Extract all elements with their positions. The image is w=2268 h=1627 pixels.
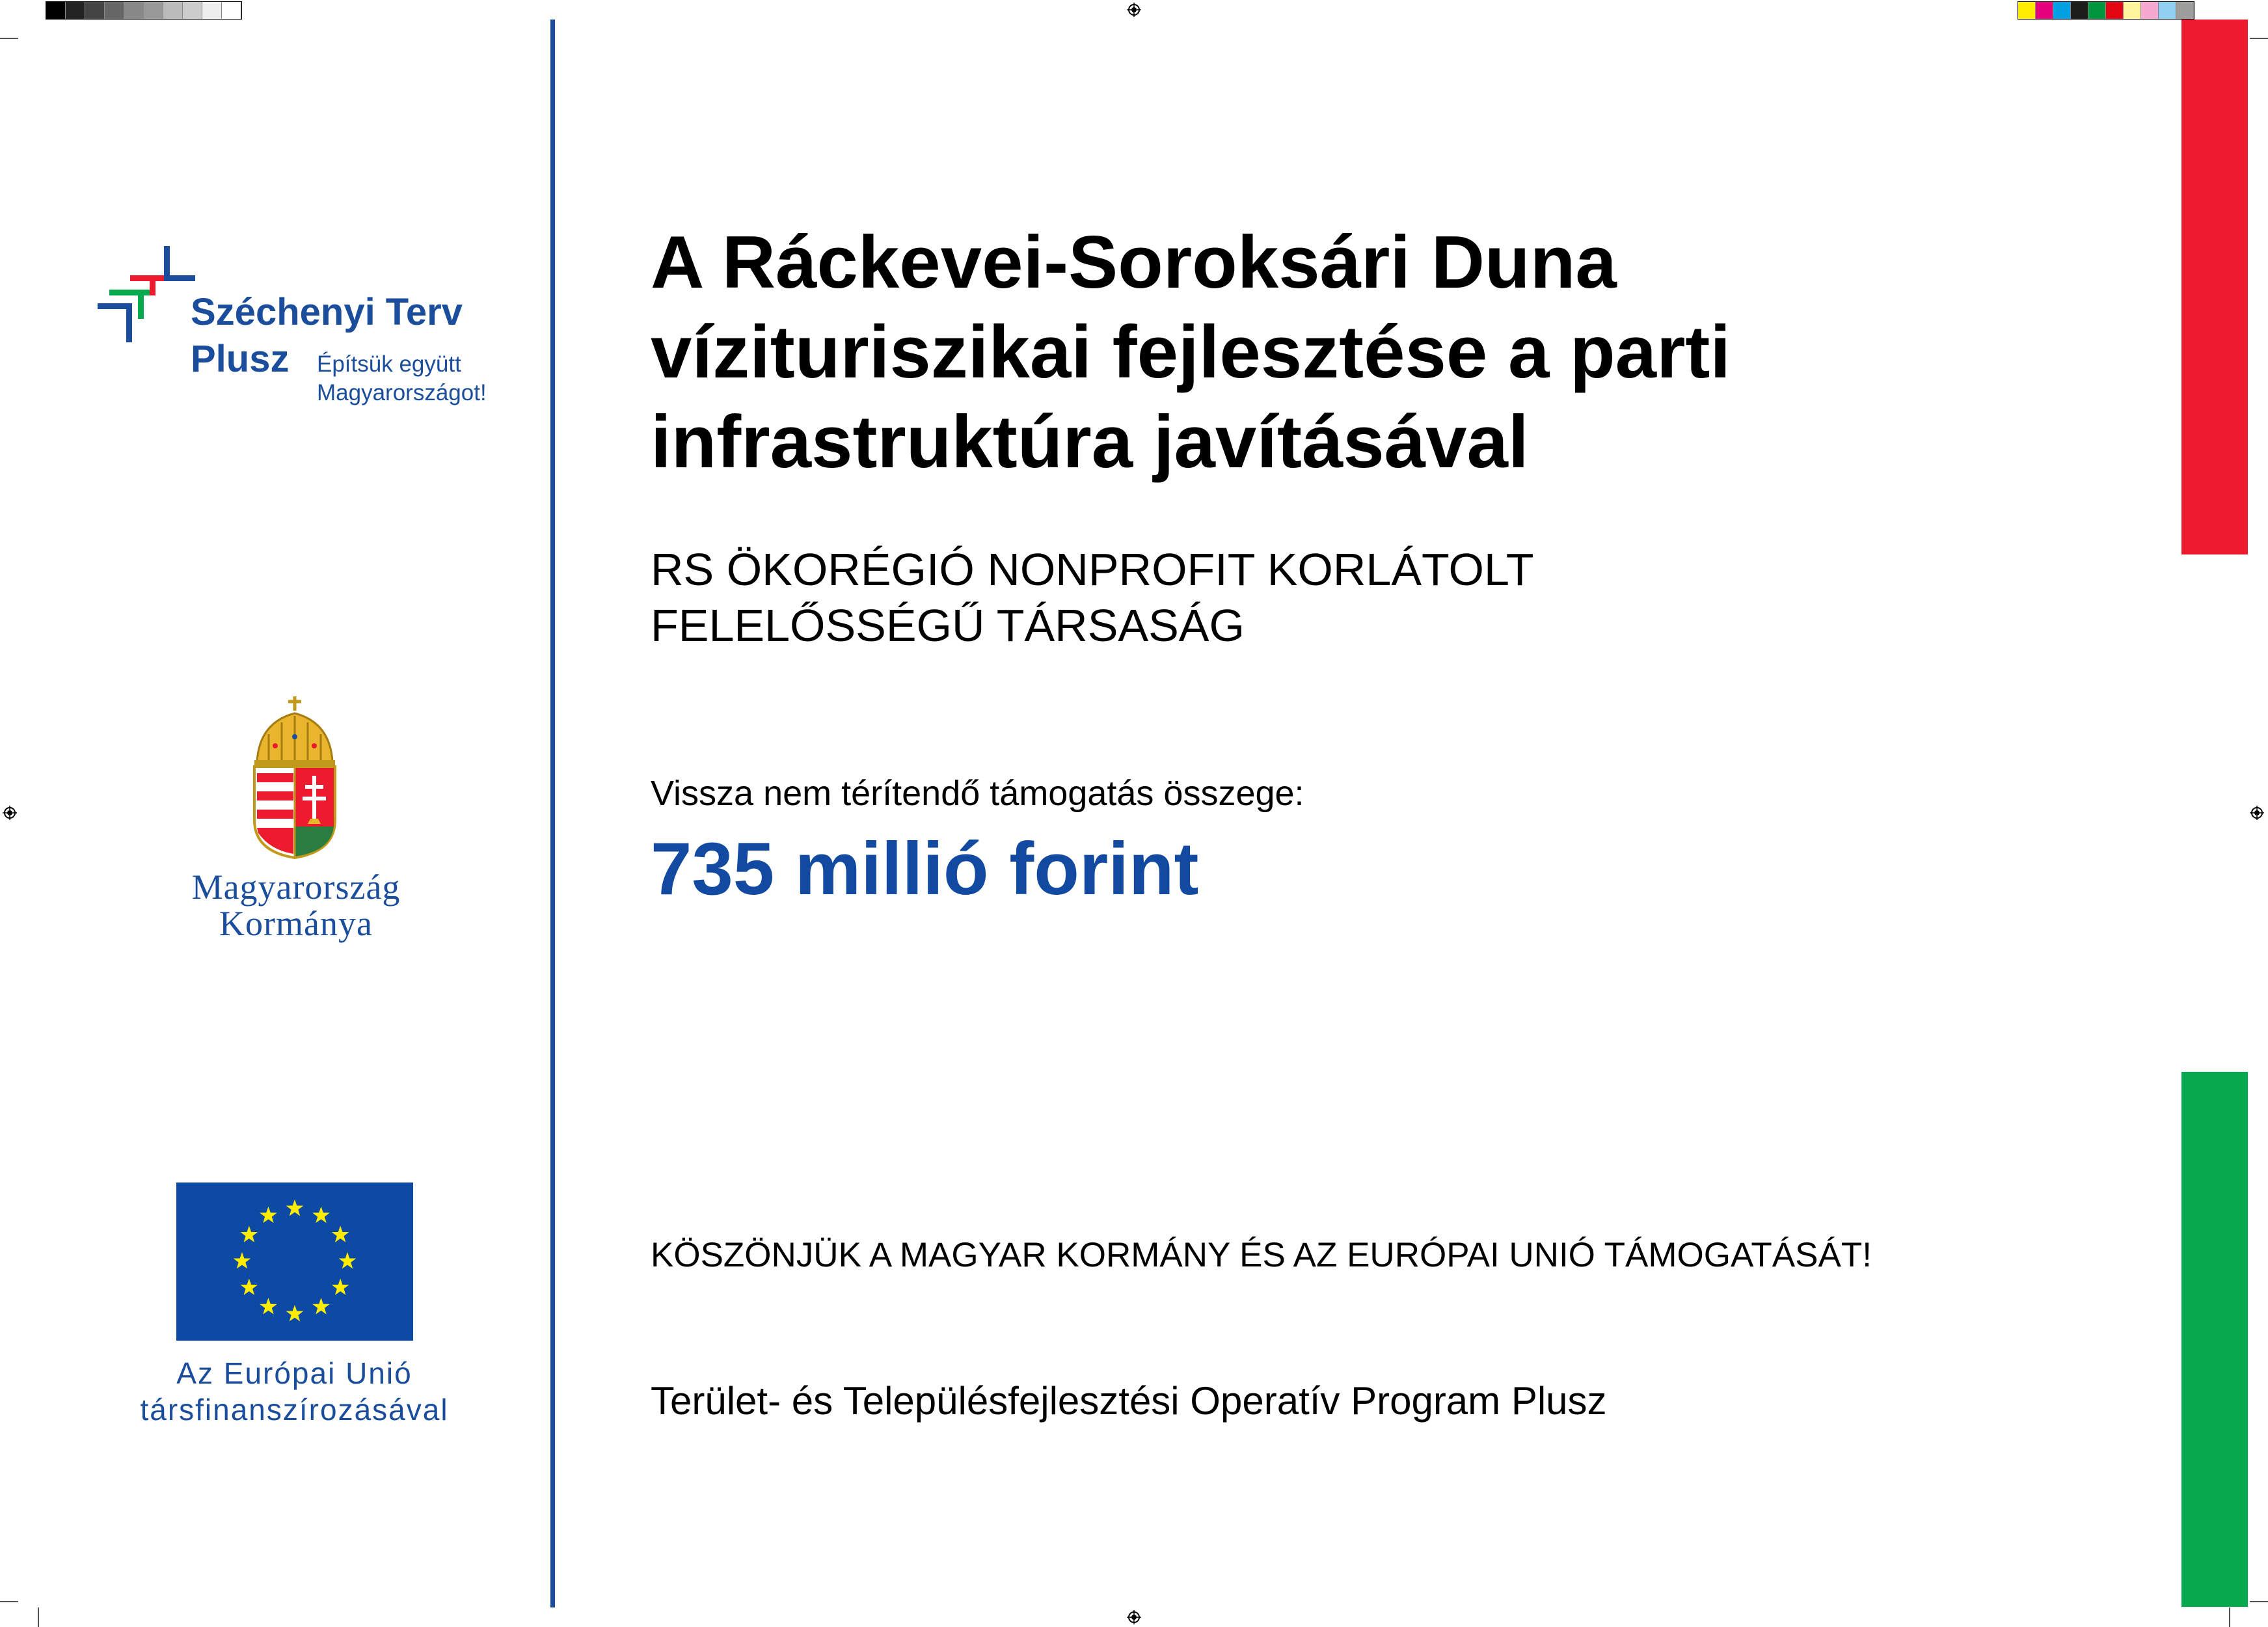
eu-star-icon <box>286 1305 304 1321</box>
title-line: infrastruktúra javításával <box>651 401 1529 484</box>
eu-cofinancing-text <box>117 1355 472 1428</box>
crop-mark <box>0 1601 18 1602</box>
slogan-line: Építsük együtt <box>317 351 461 377</box>
eu-line: Az Európai Unió <box>176 1356 412 1390</box>
eu-star-icon <box>234 1252 251 1268</box>
grayscale-print-bar <box>46 1 242 20</box>
slogan-line: Magyarországot! <box>317 380 487 405</box>
registration-mark-icon <box>2250 806 2264 820</box>
eu-star-icon <box>260 1298 277 1314</box>
szechenyi-plusz: Plusz <box>191 338 290 380</box>
eu-stars <box>176 1183 413 1341</box>
title-line: A Ráckevei-Soroksári Duna <box>651 221 1617 304</box>
eu-star-icon <box>312 1298 330 1314</box>
government-name <box>124 869 468 942</box>
szechenyi-slogan <box>317 350 487 407</box>
registration-mark-icon <box>1127 1610 1141 1624</box>
coat-of-arms-icon <box>250 696 339 859</box>
registration-mark-icon <box>3 806 17 820</box>
crop-mark <box>2250 1601 2268 1602</box>
support-amount: 735 millió forint <box>651 828 1199 910</box>
eu-star-icon <box>286 1199 304 1216</box>
crop-mark <box>2229 1607 2230 1627</box>
eu-star-icon <box>260 1207 277 1223</box>
color-print-bar <box>2018 1 2194 20</box>
divider-line <box>550 20 555 1607</box>
program-name: Terület- és Településfejlesztési Operatív Program Plusz <box>651 1379 1607 1423</box>
beneficiary-line: RS ÖKORÉGIÓ NONPROFIT KORLÁTOLT <box>651 544 1534 595</box>
crop-mark <box>2250 38 2268 39</box>
crop-mark <box>0 38 18 39</box>
szechenyi-cross-icon <box>98 246 195 344</box>
crop-mark <box>38 1607 39 1627</box>
flag-stripe-green <box>2181 1072 2248 1607</box>
eu-star-icon <box>241 1279 258 1295</box>
government-line: Kormánya <box>219 904 373 943</box>
flag-stripe-red <box>2181 20 2248 554</box>
szechenyi-title: Széchenyi Terv <box>191 291 463 333</box>
registration-mark-icon <box>1127 3 1141 17</box>
eu-star-icon <box>339 1252 357 1268</box>
thanks-text: KÖSZÖNJÜK A MAGYAR KORMÁNY ÉS AZ EURÓPAI UNIÓ TÁMOGATÁSÁT! <box>651 1236 1872 1274</box>
support-label: Vissza nem térítendő támogatás összege: <box>651 774 1304 813</box>
eu-star-icon <box>332 1279 349 1295</box>
eu-star-icon <box>312 1207 330 1223</box>
government-line: Magyarország <box>191 868 401 907</box>
eu-flag-icon <box>176 1183 413 1341</box>
beneficiary-line: FELELŐSSÉGŰ TÁRSASÁG <box>651 600 1245 651</box>
title-line: vízituriszikai fejlesztése a parti <box>651 311 1731 394</box>
eu-line: társfinanszírozásával <box>140 1393 449 1427</box>
eu-star-icon <box>241 1226 258 1242</box>
eu-star-icon <box>332 1226 349 1242</box>
project-title <box>651 218 2114 487</box>
beneficiary-name <box>651 541 1533 653</box>
